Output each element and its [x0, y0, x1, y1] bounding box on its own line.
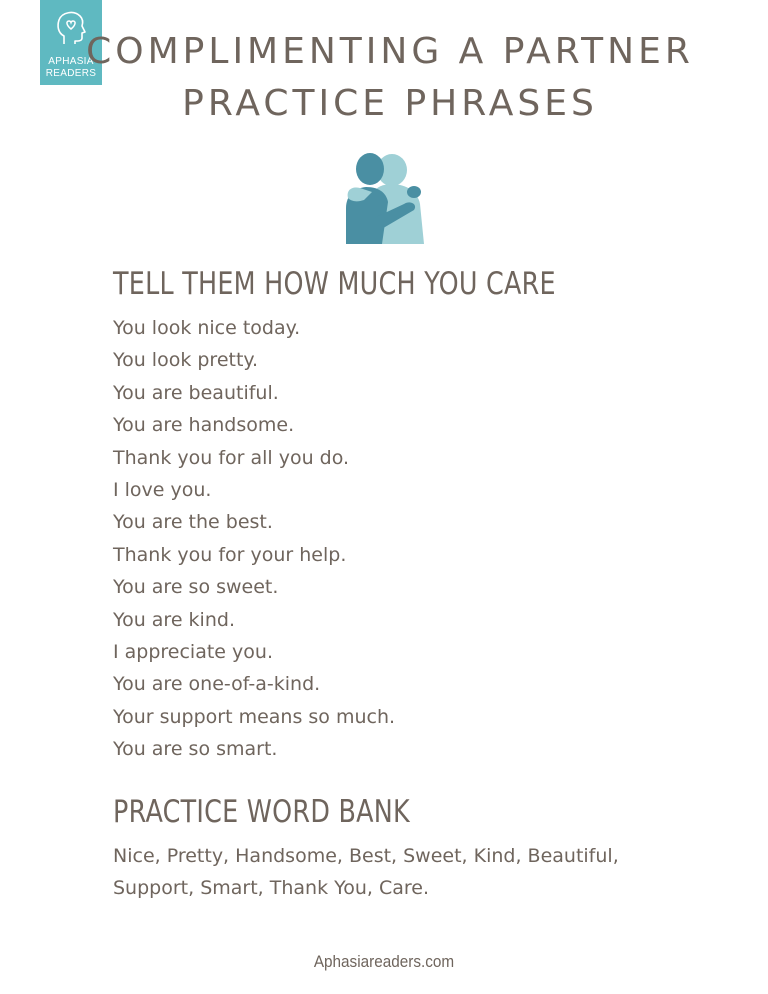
phrase-item: You are so smart. [113, 738, 278, 761]
phrase-item: I love you. [113, 478, 212, 501]
section-heading-word-bank: PRACTICE WORD BANK [113, 794, 410, 830]
phrase-item: You are handsome. [113, 414, 295, 437]
phrase-list [113, 312, 395, 765]
word-bank-text: Nice, Pretty, Handsome, Best, Sweet, Kind, Beautiful, Support, Smart, Thank You, Care. [113, 845, 619, 899]
phrase-item: Your support means so much. [113, 705, 396, 728]
phrase-item: You are one-of-a-kind. [113, 673, 321, 696]
phrase-item: I appreciate you. [113, 640, 273, 663]
phrase-item: You are the best. [113, 511, 273, 534]
phrase-item: You look nice today. [113, 317, 301, 339]
page-title-line1: COMPLIMENTING A PARTNER [86, 31, 694, 72]
section-heading-care: TELL THEM HOW MUCH YOU CARE [113, 266, 556, 302]
phrase-item: Thank you for your help. [113, 543, 347, 566]
phrase-item: You are beautiful. [113, 381, 279, 404]
page-title-line2: PRACTICE PHRASES [182, 83, 598, 124]
phrase-item: You are kind. [113, 608, 235, 631]
phrase-item: Thank you for all you do. [113, 446, 350, 469]
phrase-item: You are so sweet. [113, 576, 279, 599]
footer-website: Aphasiareaders.com [313, 952, 455, 971]
phrase-item: You look pretty. [113, 349, 258, 372]
logo-text-line2: READERS [45, 68, 97, 79]
hugging-people-icon [344, 152, 424, 246]
logo-text-line1: APHASIA [48, 56, 94, 67]
